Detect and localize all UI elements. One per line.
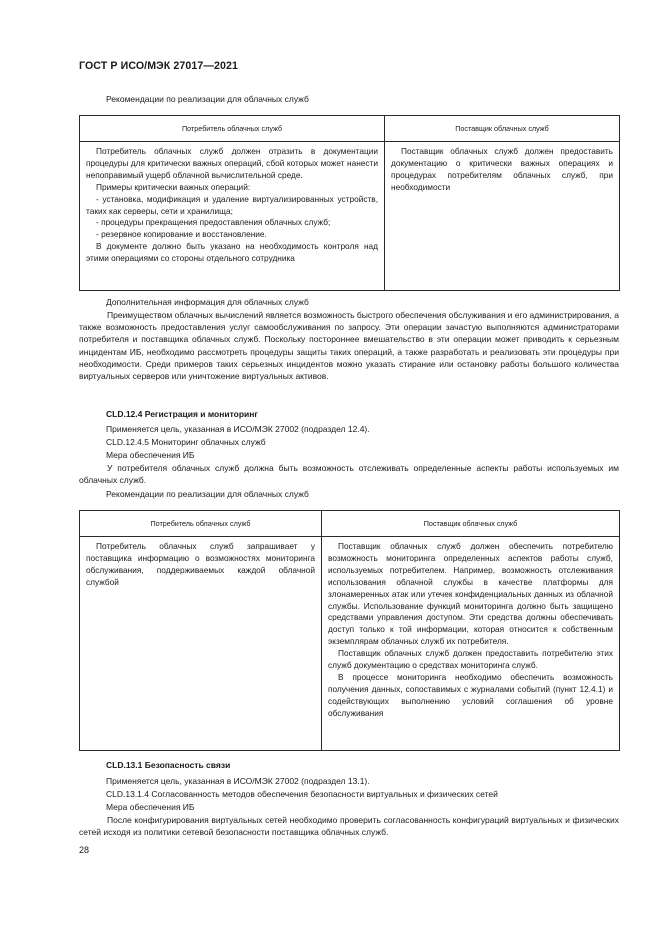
rec1-customer-p: Потребитель облачных служб должен отразить в документации процедуры для критически важных операций, сбой которых может нанести непоправимый ущерб облачной вычислительной среде. (86, 146, 378, 180)
cld131-applies: Применяется цель, указанная в ИСО/МЭК 27002 (подраздел 13.1). (106, 776, 370, 786)
rec1-customer-p: Примеры критически важных операций: (96, 181, 251, 192)
rec1-col-provider: Поставщик облачных служб (385, 116, 620, 142)
rec1-table (79, 115, 620, 291)
page-number: 28 (79, 845, 90, 855)
cld124-text: У потребителя облачных служб должна быть возможность отслеживать определенные аспекты работы используемых им облачных служб. (79, 463, 619, 486)
rec1-customer-p: В документе должно быть указано на необходимость контроля над этими операциями со стороны отдельного сотрудника (86, 241, 378, 264)
cld124-heading: CLD.12.4 Регистрация и мониторинг (106, 409, 258, 419)
rec2-provider-cell (322, 537, 620, 751)
rec2-provider-p: Поставщик облачных служб должен предоставить потребителю этих служб документацию о средствах мониторинга служб. (328, 648, 613, 671)
cld124-control: CLD.12.4.5 Мониторинг облачных служб (106, 437, 266, 447)
cld124-applies: Применяется цель, указанная в ИСО/МЭК 27002 (подраздел 12.4). (106, 424, 370, 434)
document-header: ГОСТ Р ИСО/МЭК 27017—2021 (79, 60, 238, 72)
rec1-customer-p: - процедуры прекращения предоставления облачных служб; (96, 217, 331, 228)
rec2-col-customer: Потребитель облачных служб (80, 511, 322, 537)
rec1-col-customer: Потребитель облачных служб (80, 116, 385, 142)
extra-text: Преимуществом облачных вычислений является возможность быстрого обеспечения обслуживания и его администрирования, а также возможность предоставления услуг самообслуживания по запросу. Эти операции зачастую выполняются администраторами потребителя и поставщика облачных служб. Поскольку постороннее вмешательство в эти операции может приводить к серьезным инцидентам ИБ, необходимо рассмотреть процедуры защиты таких операций, а также разработать и реализовать эти процедуры при необходимости. Среди примеров таких серьезных инцидентов можно указать стирание или остановку работы большого количества виртуальных серверов или уничтожение виртуальных активов. (79, 310, 619, 382)
cld131-text: После конфигурирования виртуальных сетей необходимо проверить согласованность конфигураций виртуальных и физических сетей исходя из политики сетевой безопасности поставщика облачных служб. (79, 815, 619, 838)
rec2-customer-p: Потребитель облачных служб запрашивает у поставщика информацию о возможностях мониторинга обслуживания, поддерживаемых каждой облачной службой (86, 541, 315, 587)
rec2-customer-cell (80, 537, 322, 751)
rec1-customer-p: - резервное копирование и восстановление. (96, 229, 267, 240)
rec1-provider-cell (385, 142, 620, 291)
rec2-provider-p: Поставщик облачных служб должен обеспечить потребителю возможность мониторинга определенных аспектов работы служб, используемых потребителем. Например, возможность отслеживания использования облачной службы в качестве платформы для злонамеренных атак или утечек конфиденциальных данных из облачной службы. Использование функций мониторинга должно быть защищено средствами управления доступом. Эти средства должны обеспечивать доступ только к той информации, которая относится к собственным экземплярам облачных служб их потребителя. (328, 541, 613, 647)
cld124-intro: Рекомендации по реализации для облачных служб (106, 489, 309, 499)
cld131-heading: CLD.13.1 Безопасность связи (106, 760, 231, 770)
cld131-measure: Мера обеспечения ИБ (106, 802, 195, 812)
extra-title: Дополнительная информация для облачных служб (106, 297, 309, 307)
rec1-provider-p: Поставщик облачных служб должен предоставить документацию о критически важных операциях и процедурах потребителям облачных служб, при необходимости (391, 146, 613, 192)
rec2-provider-p: В процессе мониторинга необходимо обеспечить возможность получения данных, сопоставимых с журналами событий (пункт 12.4.1) и содействующих выполнению условий соглашения об уровне обслуживания (328, 671, 613, 718)
cld131-control: CLD.13.1.4 Согласованность методов обеспечения безопасности виртуальных и физических сетей (106, 789, 498, 799)
rec1-intro: Рекомендации по реализации для облачных служб (106, 94, 309, 104)
rec2-col-provider: Поставщик облачных служб (322, 511, 620, 537)
rec1-customer-p: - установка, модификация и удаление виртуализированных устройств, таких как серверы, сети и хранилища; (86, 193, 378, 216)
rec2-table (79, 510, 620, 751)
cld124-measure: Мера обеспечения ИБ (106, 450, 195, 460)
rec1-customer-cell (80, 142, 385, 291)
